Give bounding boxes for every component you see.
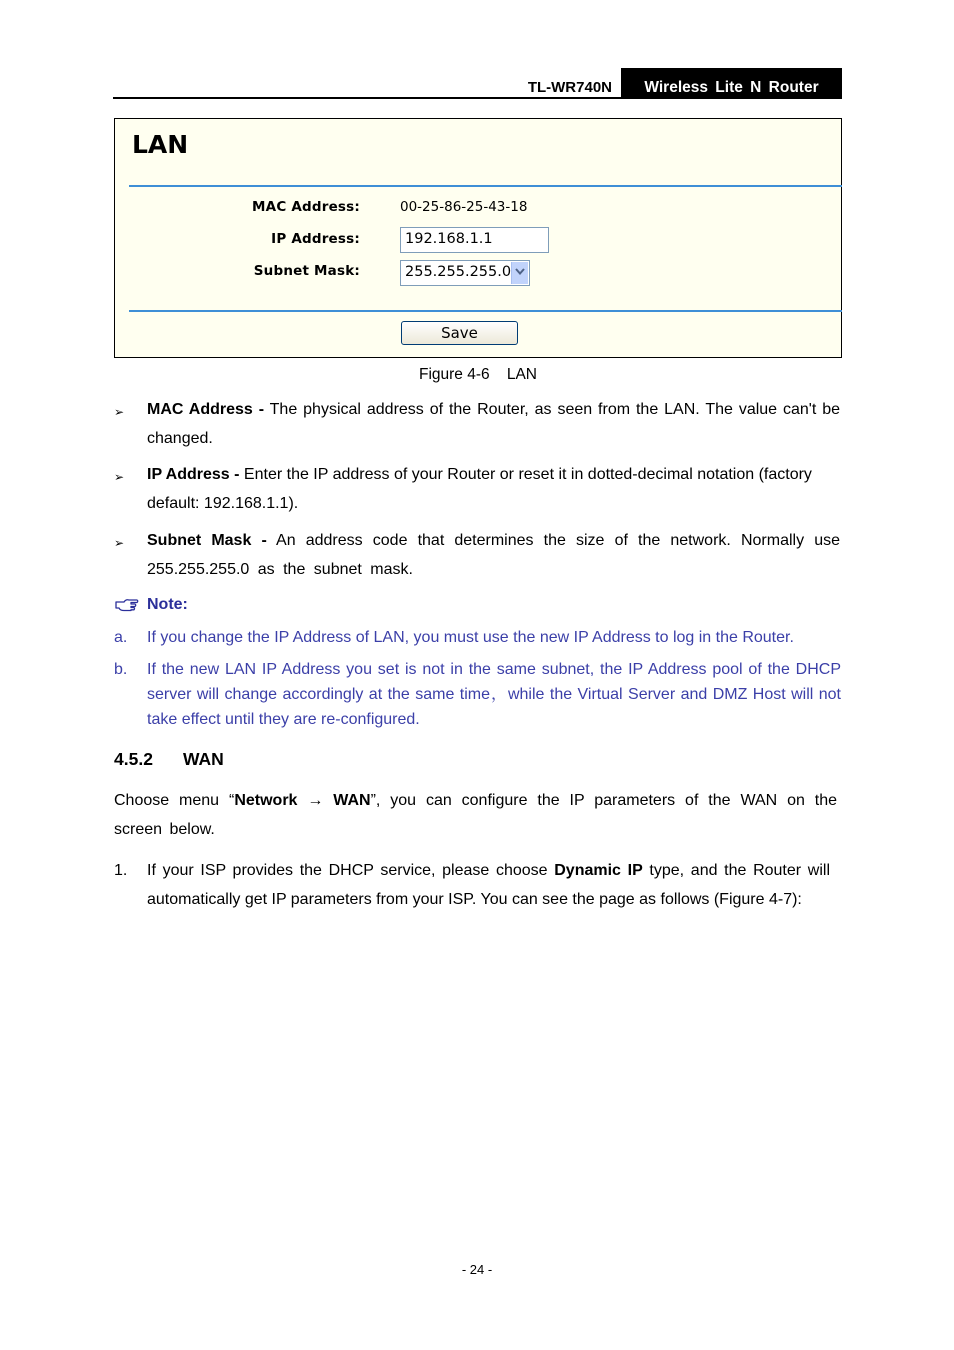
bullet-arrow-icon: ➢ xyxy=(114,536,125,550)
menu-network: Network xyxy=(234,792,298,809)
step-number: 1. xyxy=(114,862,128,879)
step-dynamic-ip: Dynamic IP xyxy=(554,862,643,879)
mac-address-label: MAC Address: xyxy=(252,199,360,215)
panel-title: LAN xyxy=(132,130,189,159)
figure-caption: Figure 4-6 LAN xyxy=(418,366,538,383)
intro-text: Choose menu “ xyxy=(114,792,235,809)
pointing-hand-icon xyxy=(115,598,139,612)
section-number: 4.5.2 xyxy=(114,749,153,769)
step-text: type, and the Router will automatically get IP parameters from your ISP. You can see the page as follows (Figure 4-7): xyxy=(147,862,831,908)
bottom-divider xyxy=(129,310,842,312)
bullet-text: The physical address of the Router, as seen from the LAN. The value can't be changed. xyxy=(147,401,840,447)
intro-text: ”, you can configure the IP parameters of the WAN on the screen below. xyxy=(114,792,838,838)
bullet-term: Subnet Mask - xyxy=(147,532,267,549)
ip-address-input[interactable]: 192.168.1.1 xyxy=(400,227,549,253)
mac-address-value: 00-25-86-25-43-18 xyxy=(400,199,528,215)
subnet-mask-select[interactable] xyxy=(400,260,530,286)
note-mark-a: a. xyxy=(114,629,128,646)
save-button[interactable]: Save xyxy=(401,321,518,345)
step-text: If your ISP provides the DHCP service, please choose xyxy=(147,862,555,879)
bullet-term: IP Address - xyxy=(147,466,240,483)
section-title: WAN xyxy=(182,749,224,769)
note-title: Note: xyxy=(147,596,188,613)
intro-paragraph xyxy=(114,787,837,844)
subnet-mask-label: Subnet Mask: xyxy=(253,263,360,279)
step-1-paragraph xyxy=(147,857,830,914)
section-heading xyxy=(114,749,224,770)
header-model: TL-WR740N xyxy=(527,79,612,96)
note-mark-b: b. xyxy=(114,661,128,678)
ip-address-label: IP Address: xyxy=(271,231,360,247)
top-divider xyxy=(129,185,842,187)
chevron-down-icon[interactable] xyxy=(511,262,528,284)
bullet-arrow-icon: ➢ xyxy=(114,405,125,419)
bullet-term: MAC Address - xyxy=(147,401,265,418)
lan-settings-panel xyxy=(114,118,842,358)
subnet-mask-value: 255.255.255.0 xyxy=(405,264,512,280)
note-heading xyxy=(115,596,188,614)
bullet-arrow-icon: ➢ xyxy=(114,470,125,484)
header-product: Wireless Lite N Router xyxy=(621,68,842,99)
menu-arrow: → xyxy=(297,792,334,809)
note-item-a: If you change the IP Address of LAN, you must use the new IP Address to log in the Router. xyxy=(147,629,794,646)
bullet-text: An address code that determines the size of the network. Normally use 255.255.255.0 as the subnet mask. xyxy=(147,532,840,578)
menu-wan: WAN xyxy=(333,792,371,809)
bullet-subnet-mask xyxy=(147,527,840,584)
header-rule xyxy=(113,97,842,99)
page-number: - 24 - xyxy=(461,1262,493,1277)
bullet-text: Enter the IP address of your Router or reset it in dotted-decimal notation (factory default: 192.168.1.1). xyxy=(147,466,812,512)
bullet-mac-address xyxy=(147,396,840,453)
bullet-ip-address xyxy=(147,461,840,518)
note-item-b: If the new LAN IP Address you set is not in the same subnet, the IP Address pool of the DHCP server will change accordingly at the same time，while the Virtual Server and DMZ Host will not take effect until they are re-configured. xyxy=(147,661,841,728)
